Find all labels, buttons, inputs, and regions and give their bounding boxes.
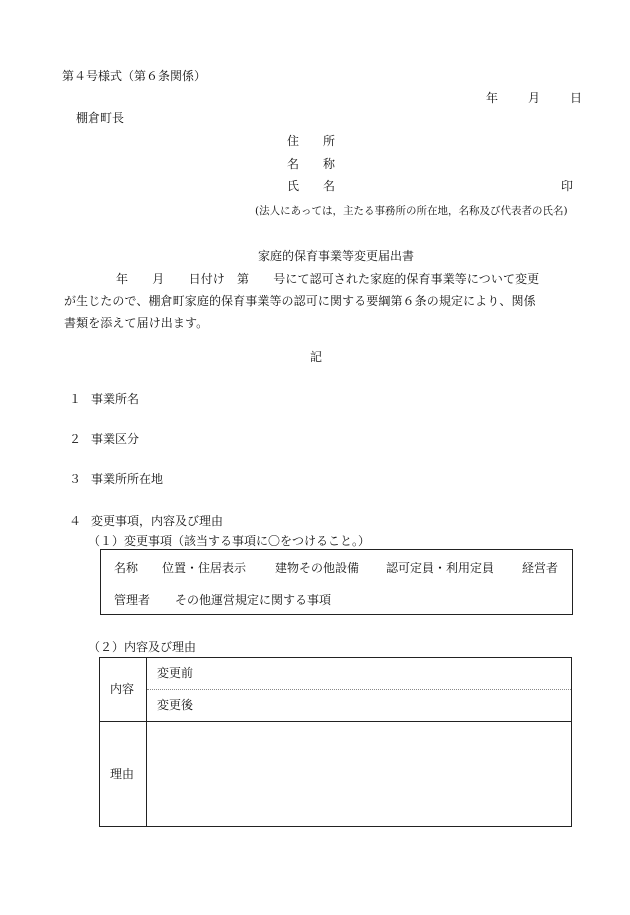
applicant-name-label bbox=[287, 157, 357, 172]
ki-heading: 記 bbox=[310, 350, 323, 364]
date-day: 日 bbox=[570, 91, 583, 105]
before-field[interactable]: 変更前 bbox=[147, 658, 572, 690]
change-items-box bbox=[100, 549, 573, 615]
address-label: 住 所 bbox=[287, 134, 336, 148]
body-text bbox=[64, 268, 574, 334]
option-name[interactable]: 名称 bbox=[114, 561, 139, 575]
content-reason-table bbox=[99, 657, 572, 827]
item-label: 事業所所在地 bbox=[91, 472, 164, 486]
option-other-rules[interactable]: その他運営規定に関する事項 bbox=[175, 593, 332, 607]
option-manager[interactable]: 管理者 bbox=[114, 593, 151, 607]
change-items-heading: （１）変更事項（該当する事項に〇をつけること。） bbox=[88, 534, 371, 548]
content-label: 内容 bbox=[100, 658, 147, 722]
item-label: 事業区分 bbox=[91, 432, 140, 446]
reason-label: 理由 bbox=[100, 722, 147, 827]
option-location[interactable]: 位置・住居表示 bbox=[162, 561, 247, 575]
content-reason-heading: （２）内容及び理由 bbox=[88, 640, 197, 654]
item-business-type bbox=[69, 432, 139, 447]
option-operator[interactable]: 経営者 bbox=[522, 561, 559, 575]
body-line-1: 年 月 日付け 第 号にて認可された家庭的保育事業等について変更 bbox=[116, 272, 540, 286]
item-label: 事業所名 bbox=[91, 392, 140, 406]
item-changes bbox=[69, 514, 223, 529]
reason-field[interactable] bbox=[147, 722, 572, 827]
item-label: 変更事項，内容及び理由 bbox=[91, 514, 224, 528]
after-field[interactable]: 変更後 bbox=[147, 690, 572, 722]
form-number: 第４号様式（第６条関係） bbox=[62, 69, 207, 83]
table-row bbox=[100, 722, 572, 827]
item-number: ２ bbox=[69, 432, 82, 446]
seal-mark: 印 bbox=[561, 179, 574, 193]
item-number: ４ bbox=[69, 514, 82, 528]
table-row bbox=[100, 658, 572, 690]
applicant-person-label bbox=[287, 179, 357, 194]
date-month: 月 bbox=[528, 91, 541, 105]
option-capacity[interactable]: 認可定員・利用定員 bbox=[386, 561, 495, 575]
date-year: 年 bbox=[486, 91, 499, 105]
item-office-name bbox=[69, 392, 139, 407]
item-number: １ bbox=[69, 392, 82, 406]
item-office-location bbox=[69, 472, 163, 487]
table-row bbox=[100, 690, 572, 722]
body-line-3: 書類を添えて届け出ます。 bbox=[64, 316, 209, 330]
body-line-2: が生じたので、棚倉町家庭的保育事業等の認可に関する要綱第６条の規定により、関係 bbox=[64, 294, 536, 308]
person-label: 氏 名 bbox=[287, 179, 336, 193]
option-building[interactable]: 建物その他設備 bbox=[275, 561, 360, 575]
applicant-address-label bbox=[287, 134, 357, 149]
name-label: 名 称 bbox=[287, 157, 336, 171]
item-number: ３ bbox=[69, 472, 82, 486]
addressee: 棚倉町長 bbox=[76, 111, 125, 125]
document-title: 家庭的保育事業等変更届出書 bbox=[258, 249, 415, 263]
date-line bbox=[486, 91, 582, 106]
applicant-note: (法人にあっては，主たる事務所の所在地，名称及び代表者の氏名) bbox=[255, 205, 568, 217]
